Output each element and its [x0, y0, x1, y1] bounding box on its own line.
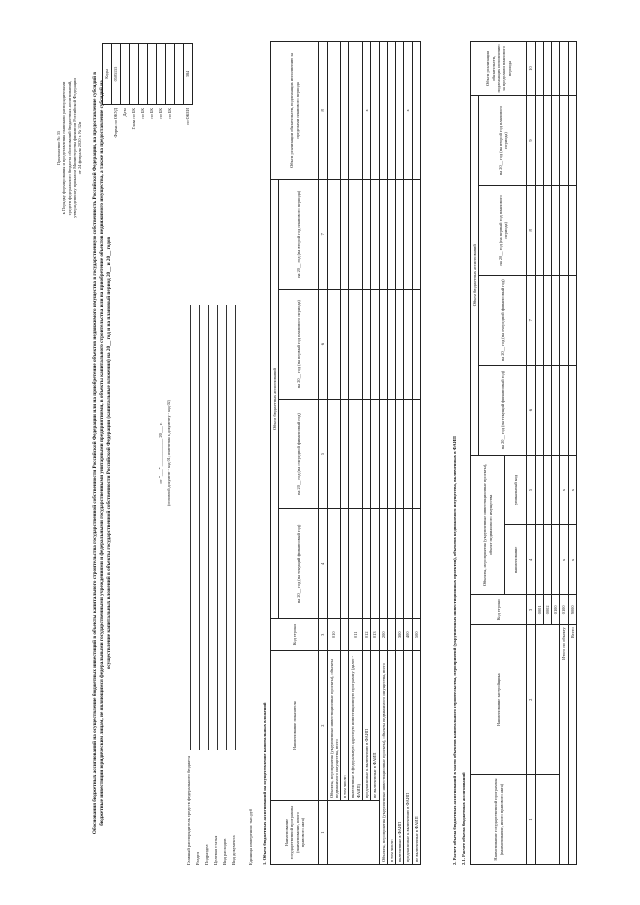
table-row	[412, 41, 420, 864]
code-label: Дата	[122, 107, 128, 116]
t1-row-label: включенные в федеральную адресную инвестиционную программу (далее - ФАИП)	[349, 650, 363, 800]
t1-row-label: в том числе:	[387, 650, 395, 864]
t1-cell[interactable]	[379, 508, 387, 618]
table-1	[270, 41, 421, 865]
section-2-1-heading: 2.1. Расчет объема бюджетных ассигнований	[461, 771, 466, 865]
field-label: Главный распорядитель средств федерального бюджета	[185, 755, 191, 865]
t2-col-object: Объекты, мероприятия (укрупненные инвестиционные проекты), объект недвижимого имущества	[471, 455, 505, 595]
t2-cell-x: x	[560, 524, 568, 594]
code-label: по БК	[149, 107, 155, 119]
t2-col-y1: на 20__ год (на текущий финансовый год)	[479, 365, 527, 455]
t2-cell[interactable]	[568, 275, 576, 365]
t2-colnum: 7	[527, 275, 535, 365]
code-value	[121, 43, 130, 104]
document-date: от "___" ____________ 20___ г.	[158, 421, 163, 484]
code-value	[139, 43, 148, 104]
t2-row-code: 0001	[535, 594, 543, 624]
t1-col-indicator: Наименование показателя	[271, 650, 319, 800]
t2-row-label: Итого по объекту	[560, 624, 568, 864]
t1-row-label: Объекты, мероприятия (укрупненные инвестиционные проекты), объекты недвижимого имущества, всего	[327, 650, 341, 800]
t1-colnum: 6	[319, 289, 327, 399]
t1-cell[interactable]	[387, 399, 395, 509]
t1-cell[interactable]	[412, 179, 420, 289]
t1-cell[interactable]	[341, 179, 349, 289]
t1-colnum: 4	[319, 508, 327, 618]
t2-col-agency: Наименование застройщика	[471, 624, 527, 774]
t2-row-code: 9000	[568, 594, 576, 624]
t1-colnum: 1	[319, 800, 327, 864]
code-label	[175, 104, 184, 140]
t1-cell[interactable]	[362, 289, 370, 399]
t1-col-beyond: Объем реализации обязательств, подлежащих исполнению за пределами планового периода	[271, 41, 319, 179]
t1-cell[interactable]	[379, 179, 387, 289]
t2-cell[interactable]	[543, 455, 551, 525]
t1-cell[interactable]	[412, 289, 420, 399]
t1-cell[interactable]	[327, 179, 341, 289]
t1-cell[interactable]	[404, 289, 412, 399]
t1-cell-beyond[interactable]	[327, 41, 341, 179]
t1-row-label: не включенные в ФАИП	[371, 650, 379, 800]
t2-cell[interactable]	[560, 95, 568, 185]
t1-row-label: Объекты, мероприятия (укрупненные инвестиционные проекты), объекты недвижимого имущества, всего	[379, 650, 387, 864]
t1-cell[interactable]	[349, 289, 363, 399]
t2-agency-cell[interactable]	[535, 624, 560, 774]
t1-colnum: 5	[319, 399, 327, 509]
t2-cell[interactable]	[535, 41, 543, 95]
t2-cell[interactable]	[568, 185, 576, 275]
code-value	[130, 43, 139, 104]
t1-cell[interactable]	[387, 289, 395, 399]
code-label: Глава по БК	[131, 107, 137, 129]
t2-cell[interactable]	[568, 41, 576, 95]
t1-col-program: Наименование государственной программы (наименование, иного правового акта)	[271, 800, 319, 864]
t2-colnum: 8	[527, 185, 535, 275]
t2-col-volume: Объем бюджетных ассигнований	[471, 95, 479, 455]
t1-cell[interactable]	[349, 179, 363, 289]
t1-cell-beyond[interactable]	[387, 41, 395, 179]
table-row	[387, 41, 395, 864]
t1-row-code: 012	[362, 618, 370, 650]
t2-cell[interactable]	[552, 95, 560, 185]
t1-row-code	[341, 618, 349, 650]
t1-cell[interactable]	[362, 399, 370, 509]
table-row	[560, 41, 568, 864]
t2-cell-x: x	[568, 455, 576, 525]
t2-cell[interactable]	[543, 41, 551, 95]
document-sheet	[40, 23, 600, 883]
codes-block	[102, 43, 193, 140]
t2-row-code: 0100	[560, 594, 568, 624]
t1-cell-beyond[interactable]: x	[404, 41, 412, 179]
codes-header: Коды	[103, 43, 112, 104]
t1-cell[interactable]	[379, 289, 387, 399]
header-fields	[182, 305, 236, 865]
t2-cell[interactable]	[560, 41, 568, 95]
t2-cell[interactable]	[535, 524, 543, 594]
t1-colnum: 3	[319, 618, 327, 650]
t1-cell[interactable]	[327, 508, 341, 618]
t1-cell[interactable]	[349, 508, 363, 618]
t2-col-y3: на 20__ год (на первый год планового периода)	[479, 185, 527, 275]
table-row	[341, 41, 349, 864]
t1-program-cell[interactable]	[327, 800, 379, 864]
table-row	[535, 41, 543, 864]
field-line[interactable]	[193, 305, 200, 750]
t2-cell[interactable]	[560, 365, 568, 455]
t2-cell[interactable]	[568, 95, 576, 185]
t1-cell[interactable]	[371, 399, 379, 509]
field-label: Раздел	[194, 851, 200, 865]
t2-col-y4: на 20__ год (на второй год планового периода)	[479, 95, 527, 185]
t1-row-code: 500	[412, 618, 420, 650]
t1-cell[interactable]	[341, 399, 349, 509]
t1-cell[interactable]	[396, 179, 404, 289]
t1-cell[interactable]	[362, 179, 370, 289]
t2-cell[interactable]	[552, 455, 560, 525]
t2-colnum: 2	[527, 624, 535, 774]
t1-cell[interactable]	[404, 508, 412, 618]
table-row	[404, 41, 412, 864]
t1-cell[interactable]	[379, 399, 387, 509]
appendix-number: Приложение № 35	[56, 130, 61, 165]
t2-cell[interactable]	[535, 365, 543, 455]
unit-of-measure: Единица измерения: тыс.руб	[248, 808, 253, 865]
t1-cell[interactable]	[404, 179, 412, 289]
t1-row-code: 010	[327, 618, 341, 650]
t2-cell[interactable]	[552, 365, 560, 455]
t1-cell[interactable]	[327, 399, 341, 509]
t2-col-y2: на 20__ год (на очередной финансовый год)	[479, 275, 527, 365]
t1-cell-beyond[interactable]	[379, 41, 387, 179]
code-value: 0505155	[112, 43, 121, 104]
t1-cell[interactable]	[341, 508, 349, 618]
t1-cell[interactable]	[371, 289, 379, 399]
field-label: Целевая статья	[212, 835, 218, 865]
t2-colnum: 4	[527, 524, 535, 594]
t1-col-y2: на 20__ год (на очередной финансовый год)	[279, 399, 319, 509]
t1-col-code: Код строки	[271, 618, 319, 650]
t1-row-code: 400	[404, 618, 412, 650]
t2-row-code: 0002	[543, 594, 551, 624]
t2-colnum: 1	[527, 774, 535, 864]
field-line[interactable]	[211, 305, 218, 750]
table-row	[362, 41, 370, 864]
code-label: Форма по ОКУД	[113, 107, 119, 137]
t1-colnum: 2	[319, 650, 327, 800]
t2-program-cell[interactable]	[535, 774, 560, 864]
t2-cell[interactable]	[535, 275, 543, 365]
section-1-heading: 1. Объем бюджетных ассигнований на осуществление капитальных вложений	[262, 701, 267, 865]
t1-cell[interactable]	[362, 508, 370, 618]
t1-cell-beyond[interactable]	[412, 41, 420, 179]
t1-cell-beyond[interactable]	[396, 41, 404, 179]
t2-cell[interactable]	[552, 524, 560, 594]
t2-col-beyond: Объем реализации обязательств, подлежащих исполнению за пределами планового периода	[471, 41, 527, 95]
t1-col-y3: на 20__ год (на первый год планового периода)	[279, 289, 319, 399]
code-value: 384	[184, 43, 193, 104]
t2-colnum: 10	[527, 41, 535, 95]
t1-cell[interactable]	[404, 399, 412, 509]
t2-colnum: 6	[527, 365, 535, 455]
t2-cell[interactable]	[568, 365, 576, 455]
appendix-line: утвержденному приказом Министерства финансов Российской Федерации	[71, 77, 77, 218]
t2-cell[interactable]	[535, 95, 543, 185]
t1-col-volume: Объем бюджетных ассигнований	[271, 179, 279, 618]
document-kind-note: (основной документ - код 01; изменения к документу - код 02)	[166, 399, 171, 506]
code-label: по БК	[140, 107, 146, 119]
field-line[interactable]	[202, 305, 209, 750]
t1-row-label: не включенные в ФАИП	[412, 650, 420, 864]
t1-colnum: 8	[319, 41, 327, 179]
t1-row-code: 011	[349, 618, 363, 650]
t2-cell[interactable]	[560, 185, 568, 275]
table-row	[327, 41, 341, 864]
t2-colnum: 5	[527, 455, 535, 525]
appendix-note	[56, 43, 82, 253]
appendix-line: средств федерального бюджета обоснований бюджетных ассигнований,	[66, 80, 72, 215]
t2-col-obj-id: уникальный код	[505, 455, 527, 525]
t1-colnum: 7	[319, 179, 327, 289]
table-2	[470, 41, 577, 865]
code-value	[157, 43, 166, 104]
field-line[interactable]	[184, 305, 191, 750]
t2-cell[interactable]	[535, 455, 543, 525]
t1-row-label: в том числе:	[341, 650, 349, 800]
t1-cell[interactable]	[349, 399, 363, 509]
t1-cell[interactable]	[412, 399, 420, 509]
table-row	[349, 41, 363, 864]
t2-cell-x: x	[560, 455, 568, 525]
t2-cell[interactable]	[535, 185, 543, 275]
t2-col-obj-name: наименование	[505, 524, 527, 594]
field-label: Вид расходов	[221, 838, 227, 865]
t2-cell[interactable]	[552, 185, 560, 275]
t2-row-label: Всего	[568, 624, 576, 864]
t1-cell[interactable]	[371, 508, 379, 618]
t1-cell-beyond[interactable]	[371, 41, 379, 179]
table-row	[379, 41, 387, 864]
field-line[interactable]	[220, 305, 227, 750]
document-title: Обоснования бюджетных ассигнований на осуществление бюджетных инвестиций в объекты капитального строительства государственной собственности Российской Федерации или на приобретение объектов недвижимого имущества в государственную собственность Российской Федерации, на предоставление субсидий в бюджетные инвестиции юридическим лицам, не являющимся федеральными государственными учреждениями и федеральными государственными унитарными предприятиями, в объекты капитального строительства или на приобретение объектов недвижимого имущества, а также на предоставление субсидий на осуществление капитальных вложений в объекты государственной собственности Российской Федерации (капитальные вложения) на 20__ год и на плановый период 20__ и 20__ годов	[92, 71, 113, 834]
table-row	[371, 41, 379, 864]
t1-row-code: 200	[379, 618, 387, 650]
t1-cell[interactable]	[412, 508, 420, 618]
t2-cell[interactable]	[552, 41, 560, 95]
section-2-heading: 2. Расчет объема бюджетных ассигнований в части объектов капитального строительства, мероприятий (укрупненных инвестиционных проектов), объектов недвижимого имущества, включенных в ФАИП	[452, 435, 457, 865]
t1-cell[interactable]	[341, 289, 349, 399]
t1-cell-beyond[interactable]	[341, 41, 349, 179]
field-line[interactable]	[229, 305, 236, 750]
t2-cell[interactable]	[543, 275, 551, 365]
t2-cell[interactable]	[560, 275, 568, 365]
t2-row-code: 0100	[552, 594, 560, 624]
t2-colnum: 9	[527, 95, 535, 185]
t1-row-code: 300	[396, 618, 404, 650]
code-value	[148, 43, 157, 104]
code-label: по БК	[158, 107, 164, 119]
field-label: Подраздел	[203, 843, 209, 865]
t1-col-y4: на 20__ год (на второй год планового периода)	[279, 179, 319, 289]
t1-cell-beyond[interactable]: x	[362, 41, 370, 179]
t1-row-label: предлагаемые к включению в ФАИП	[404, 650, 412, 864]
t2-col-program: Наименование государственной программы (наименование, иного правового акта)	[471, 774, 527, 864]
code-label: по БК	[167, 107, 173, 119]
t2-cell[interactable]	[552, 275, 560, 365]
table-row	[568, 41, 576, 864]
t1-row-code: 013	[371, 618, 379, 650]
table-row	[396, 41, 404, 864]
t2-colnum: 3	[527, 594, 535, 624]
appendix-line: к Порядку формирования и представления главными распорядителями	[61, 81, 67, 214]
t1-cell[interactable]	[396, 508, 404, 618]
t1-cell-beyond[interactable]	[349, 41, 363, 179]
t1-cell[interactable]	[387, 179, 395, 289]
t1-row-label: включенные в ФАИП	[396, 650, 404, 864]
t2-cell[interactable]	[543, 365, 551, 455]
t1-cell[interactable]	[371, 179, 379, 289]
t2-cell[interactable]	[543, 524, 551, 594]
t1-cell[interactable]	[327, 289, 341, 399]
t2-cell[interactable]	[543, 95, 551, 185]
code-value	[175, 43, 184, 104]
t1-col-y1: на 20__ год (на текущий финансовый год)	[279, 508, 319, 618]
t1-row-label: предлагаемые к включению в ФАИП	[362, 650, 370, 800]
t1-cell[interactable]	[396, 399, 404, 509]
appendix-line: от 24 февраля 2020 г. № 32н	[77, 121, 83, 174]
field-label: Вид документа	[230, 834, 236, 865]
t1-cell[interactable]	[387, 508, 395, 618]
t1-row-code	[387, 618, 395, 650]
code-label: по ОКЕИ	[185, 107, 191, 125]
code-value	[166, 43, 175, 104]
t1-cell[interactable]	[396, 289, 404, 399]
t2-cell-x: x	[568, 524, 576, 594]
t2-cell[interactable]	[543, 185, 551, 275]
t2-col-code: Код строки	[471, 594, 527, 624]
